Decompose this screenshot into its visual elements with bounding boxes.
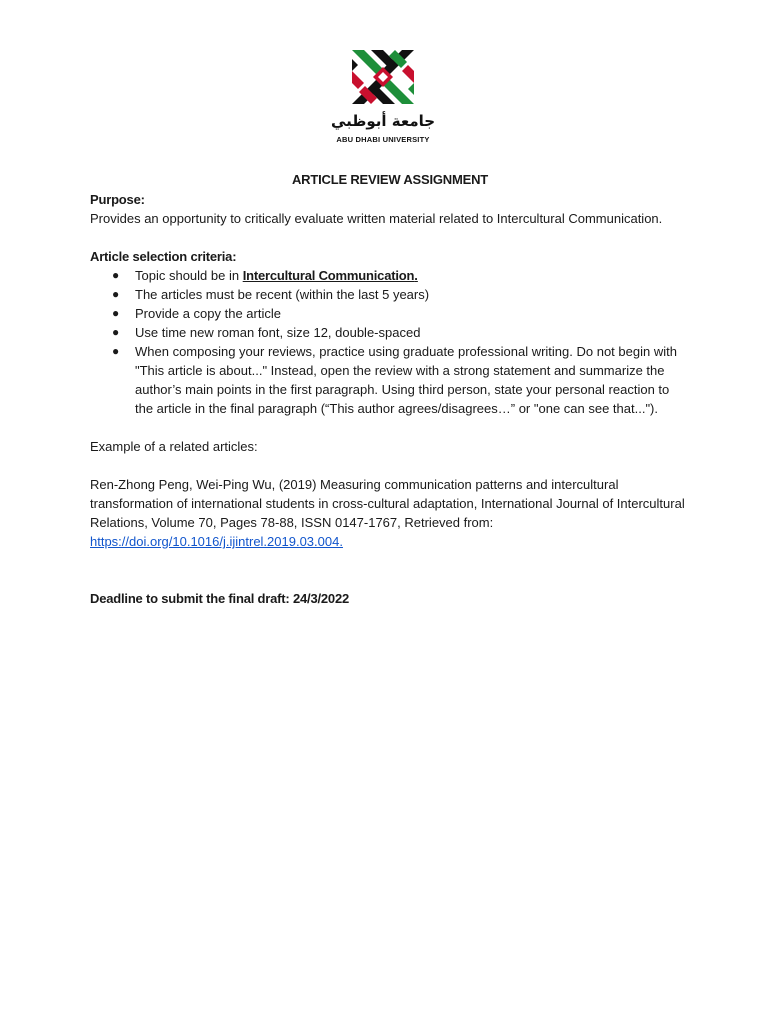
criteria-list — [90, 266, 690, 418]
doi-link[interactable]: https://doi.org/10.1016/j.ijintrel.2019.03.004. — [90, 534, 343, 549]
bullet-icon: ● — [112, 268, 120, 282]
list-item — [90, 266, 680, 285]
spacer — [90, 228, 690, 247]
university-logo — [326, 44, 440, 150]
document-body — [90, 170, 690, 608]
example-citation: Ren-Zhong Peng, Wei-Ping Wu, (2019) Measuring communication patterns and intercultural transformation of international students in cross-cultural adaptation, International Journal of Intercultural Relations, Volume 70, Pages 78-88, ISSN 0147-1767, Retrieved from: — [90, 477, 685, 530]
document-title: ARTICLE REVIEW ASSIGNMENT — [291, 172, 489, 187]
example-intro: Example of a related articles: — [90, 439, 258, 454]
bullet-icon: ● — [112, 306, 120, 320]
list-item — [90, 323, 680, 342]
purpose-text: Provides an opportunity to critically evaluate written material related to Intercultural Communication. — [90, 211, 663, 226]
criteria-item-text: Use time new roman font, size 12, double-spaced — [135, 325, 421, 340]
criteria-item-1-prefix: Topic should be in — [135, 268, 243, 283]
purpose-heading: Purpose: — [90, 192, 145, 207]
spacer — [90, 551, 690, 570]
bullet-icon: ● — [112, 344, 120, 358]
spacer — [90, 570, 690, 589]
list-item — [90, 285, 680, 304]
logo-english-name: ABU DHABI UNIVERSITY — [336, 135, 430, 144]
bullet-icon: ● — [112, 287, 120, 301]
deadline-text: Deadline to submit the final draft: 24/3/2022 — [90, 591, 350, 606]
spacer — [90, 418, 690, 437]
criteria-topic-emphasis: Intercultural Communication — [242, 268, 415, 283]
criteria-item-text: Provide a copy the article — [135, 306, 281, 321]
list-item — [90, 342, 680, 418]
criteria-item-1-suffix: . — [414, 268, 418, 283]
criteria-item-text: The articles must be recent (within the last 5 years) — [135, 287, 430, 302]
spacer — [90, 456, 690, 475]
list-item — [90, 304, 680, 323]
logo-emblem-icon — [326, 44, 440, 110]
logo-arabic-name: جامعة أبوظبي — [330, 112, 436, 130]
criteria-item-text: When composing your reviews, practice using graduate professional writing. Do not begin with "This article is about..." Instead, open the review with a strong statement and summarize the author’s main points in the first paragraph. Using third person, state your personal reaction to the article in the final paragraph (“This author agrees/disagrees…” or "one can see that..."). — [135, 344, 677, 416]
criteria-heading: Article selection criteria: — [90, 249, 237, 264]
bullet-icon: ● — [112, 325, 120, 339]
